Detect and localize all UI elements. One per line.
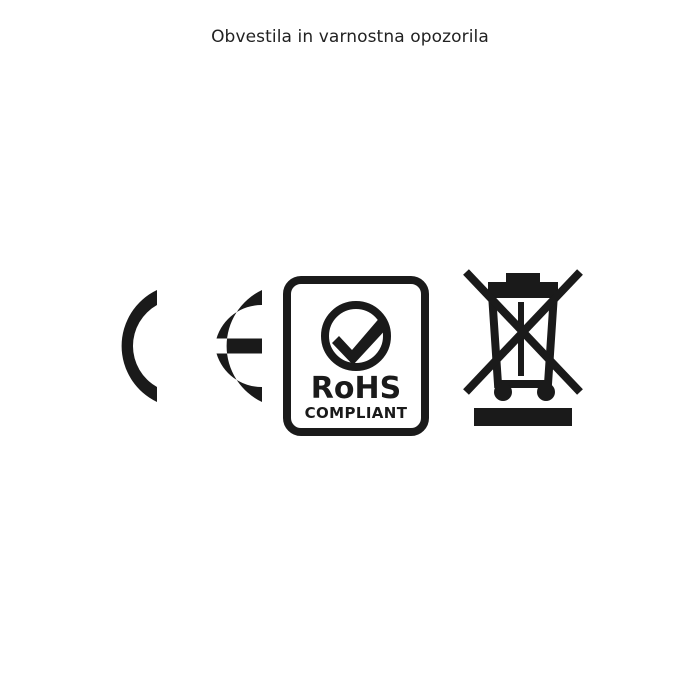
- svg-text:COMPLIANT: COMPLIANT: [304, 404, 408, 422]
- weee-crossed-out-wheelie-bin-icon: [462, 266, 584, 436]
- ce-letter-e-icon: [200, 284, 262, 408]
- page-title: Obvestila in varnostna opozorila: [211, 27, 489, 47]
- ce-mark: [95, 258, 265, 438]
- ce-marking-icon: [95, 284, 157, 408]
- weee-mark: [462, 266, 584, 436]
- compliance-marks-row: [0, 258, 700, 438]
- rohs-mark: [283, 276, 429, 436]
- svg-text:RoHS: RoHS: [310, 371, 402, 406]
- rohs-compliant-icon: [283, 276, 429, 436]
